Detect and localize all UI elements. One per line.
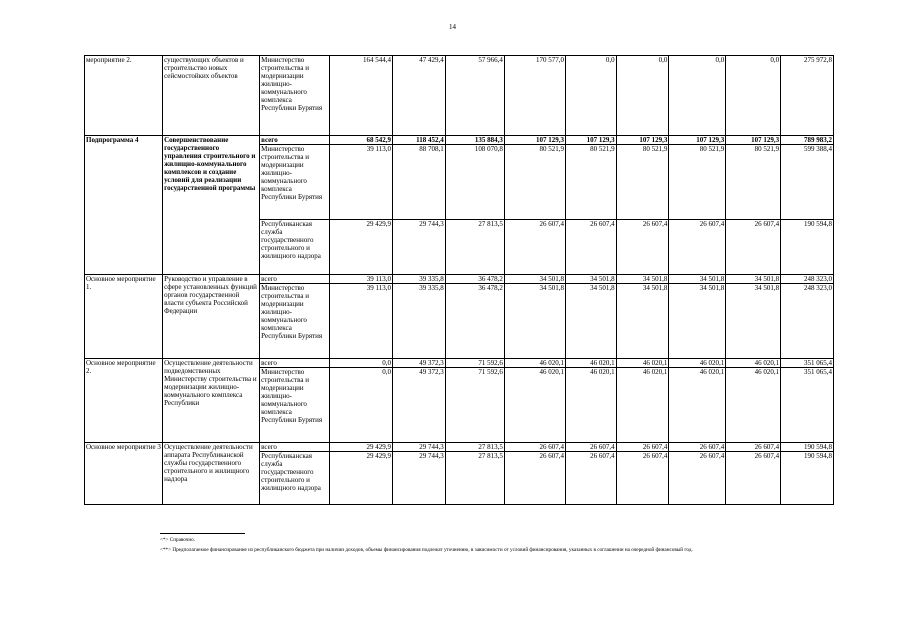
value-cell: 46 020,1 xyxy=(504,368,565,443)
value-cell: 26 607,4 xyxy=(616,452,669,505)
value-cell: 107 129,3 xyxy=(504,136,565,145)
value-cell: 26 607,4 xyxy=(726,443,781,452)
program-name-cell: Подпрограмма 4 xyxy=(85,136,163,275)
value-cell: 26 607,4 xyxy=(565,452,616,505)
value-cell: 107 129,3 xyxy=(565,136,616,145)
value-cell: 39 113,0 xyxy=(329,275,392,284)
table-row xyxy=(85,56,834,136)
program-description-cell: существующих объектов и строительство новых сейсмостойких объектов xyxy=(163,56,260,136)
value-cell: 80 521,9 xyxy=(726,145,781,220)
executor-cell: Министерство строительства и модернизации жилищно-коммунального комплекса Республики Бурятия xyxy=(260,284,330,359)
value-cell: 164 544,4 xyxy=(329,56,392,136)
value-cell: 0,0 xyxy=(329,359,392,368)
value-cell: 39 335,8 xyxy=(393,284,446,359)
executor-cell: Республиканская служба государственного строительного и жилищного надзора xyxy=(260,452,330,505)
value-cell: 599 388,4 xyxy=(781,145,834,220)
program-name-cell: мероприятие 2. xyxy=(85,56,163,136)
value-cell: 49 372,3 xyxy=(393,368,446,443)
program-description-cell: Осуществление деятельности аппарата Республиканской службы государственного строительного и жилищного надзора xyxy=(163,443,260,505)
value-cell: 29 429,9 xyxy=(329,443,392,452)
value-cell: 34 501,8 xyxy=(565,275,616,284)
value-cell: 34 501,8 xyxy=(616,275,669,284)
value-cell: 34 501,8 xyxy=(726,284,781,359)
program-name-cell: Основное мероприятие 3 xyxy=(85,443,163,505)
value-cell: 26 607,4 xyxy=(616,220,669,275)
value-cell: 39 113,0 xyxy=(329,145,392,220)
value-cell: 46 020,1 xyxy=(726,359,781,368)
value-cell: 34 501,8 xyxy=(669,275,726,284)
value-cell: 80 521,9 xyxy=(616,145,669,220)
value-cell: 29 744,3 xyxy=(393,220,446,275)
value-cell: 34 501,8 xyxy=(504,275,565,284)
executor-cell: всего xyxy=(260,443,330,452)
value-cell: 0,0 xyxy=(565,56,616,136)
value-cell: 170 577,0 xyxy=(504,56,565,136)
value-cell: 71 592,6 xyxy=(445,359,504,368)
footnote-1: <*> Справочно. xyxy=(160,537,196,543)
value-cell: 26 607,4 xyxy=(565,220,616,275)
value-cell: 57 966,4 xyxy=(445,56,504,136)
value-cell: 190 594,8 xyxy=(781,452,834,505)
executor-cell: всего xyxy=(260,359,330,368)
value-cell: 26 607,4 xyxy=(726,220,781,275)
value-cell: 49 372,3 xyxy=(393,359,446,368)
value-cell: 190 594,8 xyxy=(781,443,834,452)
value-cell: 0,0 xyxy=(616,56,669,136)
value-cell: 46 020,1 xyxy=(565,359,616,368)
value-cell: 29 429,9 xyxy=(329,220,392,275)
value-cell: 80 521,9 xyxy=(565,145,616,220)
value-cell: 26 607,4 xyxy=(504,452,565,505)
executor-cell: всего xyxy=(260,275,330,284)
value-cell: 71 592,6 xyxy=(445,368,504,443)
value-cell: 47 429,4 xyxy=(393,56,446,136)
value-cell: 107 129,3 xyxy=(669,136,726,145)
value-cell: 108 070,8 xyxy=(445,145,504,220)
value-cell: 27 813,5 xyxy=(445,220,504,275)
value-cell: 34 501,8 xyxy=(669,284,726,359)
value-cell: 39 113,0 xyxy=(329,284,392,359)
value-cell: 80 521,9 xyxy=(504,145,565,220)
value-cell: 26 607,4 xyxy=(726,452,781,505)
value-cell: 46 020,1 xyxy=(669,359,726,368)
value-cell: 26 607,4 xyxy=(669,220,726,275)
value-cell: 0,0 xyxy=(669,56,726,136)
value-cell: 118 452,4 xyxy=(393,136,446,145)
value-cell: 27 813,5 xyxy=(445,443,504,452)
value-cell: 34 501,8 xyxy=(616,284,669,359)
value-cell: 46 020,1 xyxy=(504,359,565,368)
value-cell: 29 429,9 xyxy=(329,452,392,505)
value-cell: 80 521,9 xyxy=(669,145,726,220)
value-cell: 107 129,3 xyxy=(726,136,781,145)
value-cell: 26 607,4 xyxy=(504,220,565,275)
value-cell: 46 020,1 xyxy=(616,368,669,443)
value-cell: 34 501,8 xyxy=(565,284,616,359)
value-cell: 789 983,2 xyxy=(781,136,834,145)
value-cell: 107 129,3 xyxy=(616,136,669,145)
value-cell: 39 335,8 xyxy=(393,275,446,284)
value-cell: 248 323,0 xyxy=(781,275,834,284)
executor-cell: Министерство строительства и модернизации жилищно-коммунального комплекса Республики Бурятия xyxy=(260,56,330,136)
value-cell: 36 478,2 xyxy=(445,284,504,359)
table-row xyxy=(85,136,834,145)
value-cell: 26 607,4 xyxy=(616,443,669,452)
value-cell: 26 607,4 xyxy=(669,443,726,452)
value-cell: 27 813,5 xyxy=(445,452,504,505)
value-cell: 351 065,4 xyxy=(781,368,834,443)
table-row xyxy=(85,443,834,452)
executor-cell: Министерство строительства и модернизации жилищно-коммунального комплекса Республики Бурятия xyxy=(260,368,330,443)
value-cell: 68 542,9 xyxy=(329,136,392,145)
value-cell: 34 501,8 xyxy=(726,275,781,284)
value-cell: 26 607,4 xyxy=(669,452,726,505)
program-description-cell: Руководство и управление в сфере установленных функций органов государственной власти субъекта Российской Федерации xyxy=(163,275,260,359)
program-name-cell: Основное мероприятие 2. xyxy=(85,359,163,443)
program-name-cell: Основное мероприятие 1. xyxy=(85,275,163,359)
value-cell: 46 020,1 xyxy=(669,368,726,443)
table-row xyxy=(85,275,834,284)
value-cell: 135 884,3 xyxy=(445,136,504,145)
value-cell: 88 708,1 xyxy=(393,145,446,220)
footnote-rule xyxy=(160,533,245,534)
value-cell: 248 323,0 xyxy=(781,284,834,359)
value-cell: 46 020,1 xyxy=(726,368,781,443)
value-cell: 190 594,8 xyxy=(781,220,834,275)
value-cell: 0,0 xyxy=(329,368,392,443)
value-cell: 46 020,1 xyxy=(616,359,669,368)
value-cell: 26 607,4 xyxy=(504,443,565,452)
value-cell: 36 478,2 xyxy=(445,275,504,284)
value-cell: 0,0 xyxy=(726,56,781,136)
budget-table xyxy=(84,55,834,505)
footnote-2: <**> Предполагаемое финансирование из республиканского бюджета при наличии доходов, объемы финансирования подлежат уточнению, в зависимости от условий финансирования, указанных в соглашении на очередной финансовый год. xyxy=(160,547,693,553)
program-description-cell: Совершенствование государственного управления строительного и жилищно-коммунального комплексов и создание условий для реализации государственной программы xyxy=(163,136,260,275)
program-description-cell: Осуществление деятельности подведомственных Министерству строительства и модернизации жилищно-коммунального комплекса Республики xyxy=(163,359,260,443)
value-cell: 29 744,3 xyxy=(393,443,446,452)
executor-cell: Республиканская служба государственного строительного и жилищного надзора xyxy=(260,220,330,275)
value-cell: 34 501,8 xyxy=(504,284,565,359)
executor-cell: Министерство строительства и модернизации жилищно-коммунального комплекса Республики Бурятия xyxy=(260,145,330,220)
table-row xyxy=(85,359,834,368)
executor-cell: всего xyxy=(260,136,330,145)
page-number: 14 xyxy=(449,23,456,31)
value-cell: 26 607,4 xyxy=(565,443,616,452)
value-cell: 351 065,4 xyxy=(781,359,834,368)
value-cell: 29 744,3 xyxy=(393,452,446,505)
value-cell: 275 972,8 xyxy=(781,56,834,136)
value-cell: 46 020,1 xyxy=(565,368,616,443)
